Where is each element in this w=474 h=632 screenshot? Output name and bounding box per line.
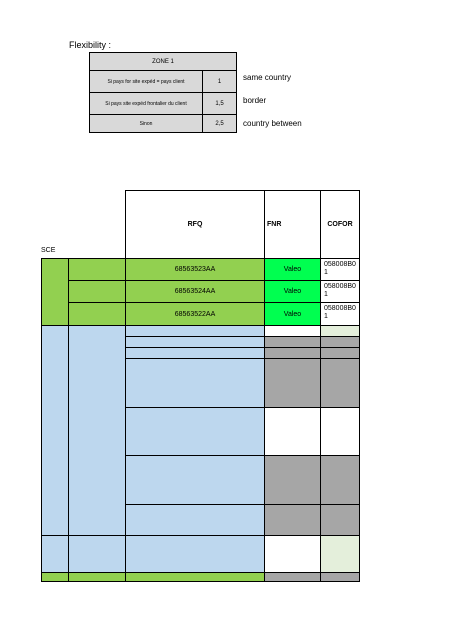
cofor-cell: 058008B01 [320, 258, 360, 281]
gray-cell [320, 504, 360, 536]
note-border: border [243, 96, 267, 105]
green-cell [68, 258, 126, 281]
zone-table [89, 52, 237, 133]
rfq-cell: 68563524AA [125, 280, 265, 303]
blue-block [41, 535, 69, 573]
blue-cell [125, 407, 265, 456]
white-cell [264, 535, 321, 573]
zone-row-value: 2,5 [203, 115, 237, 133]
green-cell [68, 280, 126, 303]
zone-row-label: Sinon [90, 115, 203, 133]
sce-label: SCE [41, 247, 56, 254]
fnr-cell: Valeo [264, 258, 321, 281]
cofor-cell: 058008B01 [320, 280, 360, 303]
blue-block [41, 325, 69, 536]
fnr-cell: Valeo [264, 302, 321, 326]
blue-block [68, 325, 126, 536]
fnr-cell: Valeo [264, 280, 321, 303]
blue-block [68, 535, 126, 573]
white-cell [264, 407, 321, 456]
zone-header: ZONE 1 [90, 53, 237, 71]
rfq-cell: 68563523AA [125, 258, 265, 281]
zone-row-value: 1 [203, 71, 237, 93]
blue-cell [125, 358, 265, 408]
green-cell [68, 302, 126, 326]
gray-cell [320, 455, 360, 505]
cofor-cell: 058008B01 [320, 302, 360, 326]
green-cell [125, 572, 265, 582]
gray-cell [320, 572, 360, 582]
zone-row-label: Si pays for site expéd = pays client [90, 71, 203, 93]
flexibility-label: Flexibility : [69, 40, 112, 50]
gray-cell [264, 358, 321, 408]
blue-cell [125, 535, 265, 573]
blue-cell [125, 455, 265, 505]
zone-row-label: Si pays site expéd frontalier du client [90, 93, 203, 115]
green-cell [41, 572, 69, 582]
note-country-between: country between [243, 119, 302, 128]
sce-green-block [41, 258, 69, 326]
white-cell [320, 407, 360, 456]
gray-cell [320, 358, 360, 408]
rfq-header: RFQ [125, 190, 265, 259]
gray-cell [264, 504, 321, 536]
cofor-header: COFOR [320, 190, 360, 259]
blue-cell [125, 504, 265, 536]
gray-cell [264, 455, 321, 505]
gray-cell [264, 572, 321, 582]
fnr-header: FNR [264, 190, 321, 259]
pale-cell [320, 535, 360, 573]
rfq-cell: 68563522AA [125, 302, 265, 326]
zone-row-value: 1,5 [203, 93, 237, 115]
green-cell [68, 572, 126, 582]
note-same-country: same country [243, 73, 292, 82]
